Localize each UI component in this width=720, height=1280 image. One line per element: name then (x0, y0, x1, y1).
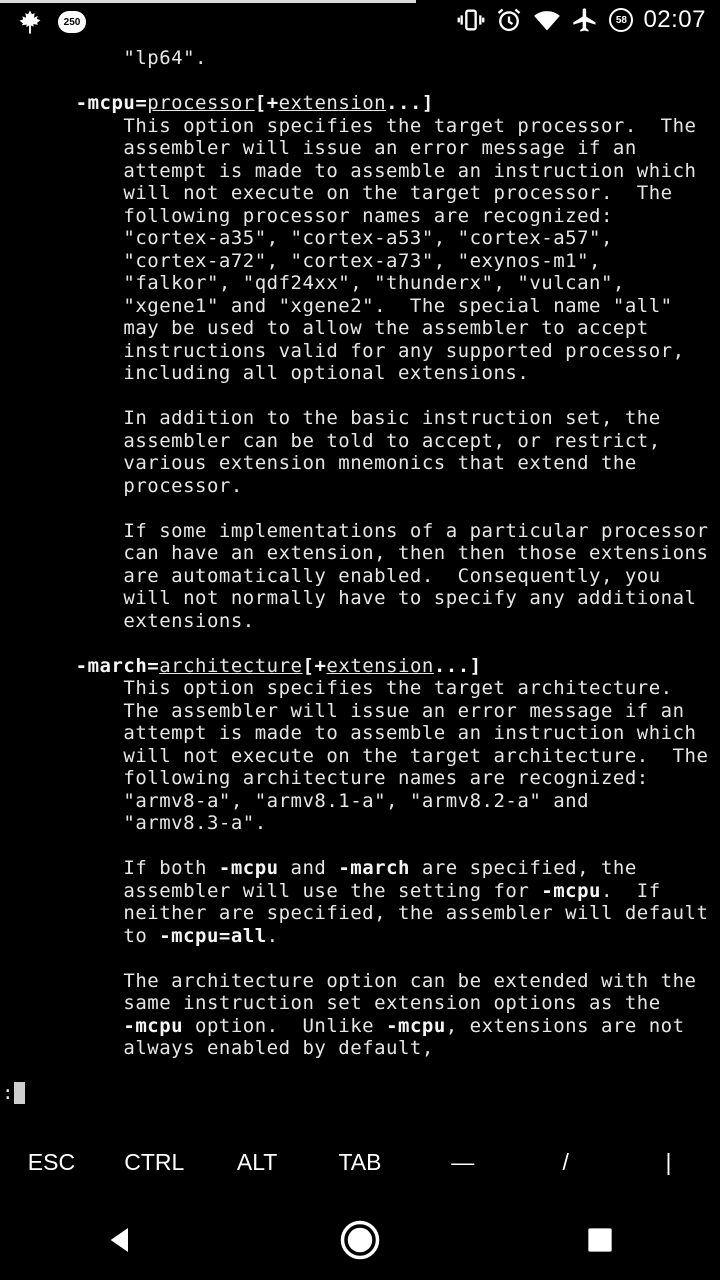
terminal-line (4, 812, 267, 834)
terminal-line (4, 857, 637, 879)
bold-text: -mcpu= (75, 92, 148, 114)
text-segment: may be used to allow the assembler to accept (4, 317, 649, 339)
terminal-line (4, 722, 696, 744)
bold-text: -march= (75, 654, 160, 677)
underlined-text: extension (326, 654, 434, 677)
text-segment: , extensions are not (445, 1014, 685, 1037)
terminal-line (4, 1037, 434, 1059)
terminal-line (4, 902, 708, 924)
wifi-icon (533, 6, 561, 34)
recents-icon (586, 1226, 614, 1254)
battery-icon: 58 (609, 8, 633, 32)
text-segment: This option specifies the target processor. The (4, 114, 697, 137)
terminal-line (4, 1015, 685, 1037)
key-dash[interactable]: — (451, 1148, 475, 1175)
text-segment: always enabled by default, (4, 1037, 434, 1059)
bold-text: ...] (386, 92, 434, 114)
terminal-line (4, 475, 243, 497)
man-page-text (4, 47, 708, 1060)
terminal-line (4, 992, 661, 1014)
extra-keys-row (0, 1130, 720, 1194)
key-tab[interactable]: TAB (338, 1148, 382, 1175)
text-segment: assembler can be told to accept, or restrict, (4, 429, 661, 452)
text-segment: In addition to the basic instruction set, the (4, 407, 661, 429)
terminal-line (4, 970, 696, 992)
terminal-line (4, 677, 673, 699)
terminal-line (4, 250, 601, 272)
home-icon (339, 1219, 381, 1261)
bold-text: + (314, 654, 327, 677)
terminal-line (4, 880, 661, 902)
text-segment: will not execute on the target architecture. The (4, 744, 709, 767)
text-segment: assembler will use the setting for (4, 879, 542, 902)
bold-text: + (266, 92, 279, 114)
terminal-line (4, 767, 649, 789)
status-bar (0, 0, 720, 44)
underlined-text: architecture (159, 654, 303, 677)
bold-text: -mcpu (386, 1014, 446, 1037)
text-segment: option. Unlike (183, 1014, 387, 1037)
maple-leaf-icon (16, 8, 44, 36)
terminal-line (4, 925, 279, 947)
text-segment: . If (600, 879, 661, 902)
underlined-text: extension (278, 92, 387, 114)
terminal-line (4, 745, 708, 767)
text-segment: This option specifies the target architecture. (4, 677, 673, 699)
back-button[interactable] (70, 1200, 170, 1280)
status-left (16, 8, 86, 36)
vibrate-icon (457, 6, 485, 34)
text-segment: processor. (4, 474, 243, 497)
text-segment: "xgene1" and "xgene2". The special name "all" (4, 294, 673, 317)
terminal-line (4, 160, 696, 182)
terminal-line (4, 700, 685, 722)
terminal-line (4, 362, 529, 384)
terminal-line (4, 92, 434, 114)
text-segment: attempt is made to assemble an instruction which (4, 722, 697, 744)
text-segment: "cortex-a35", "cortex-a53", "cortex-a57", (4, 227, 613, 249)
text-segment: will not execute on the target processor. The (4, 182, 673, 204)
terminal-line (4, 227, 613, 249)
text-segment: following architecture names are recognized: (4, 767, 649, 789)
terminal-line (4, 340, 685, 362)
terminal-line (4, 295, 673, 317)
terminal-line (4, 452, 637, 474)
text-segment (4, 92, 76, 114)
text-segment: including all optional extensions. (4, 362, 530, 384)
terminal-line (4, 610, 255, 632)
navigation-bar (0, 1200, 720, 1280)
bold-text: -mcpu (123, 1014, 184, 1037)
notification-badge: 250 (58, 11, 86, 33)
key-esc[interactable]: ESC (27, 1148, 76, 1175)
text-segment: are automatically enabled. Consequently, you (4, 564, 661, 587)
bold-text: -mcpu (218, 857, 279, 879)
terminal-line (4, 205, 613, 227)
pager-prompt[interactable] (2, 1082, 25, 1104)
text-segment: "lp64". (4, 47, 207, 69)
bold-text: [ (254, 92, 267, 114)
underlined-text: processor (147, 92, 255, 114)
bold-text: ...] (433, 654, 482, 677)
terminal-line (4, 47, 207, 69)
terminal-line (4, 520, 708, 542)
terminal-line (4, 407, 661, 429)
text-segment: and (278, 857, 339, 879)
text-segment: "armv8-a", "armv8.1-a", "armv8.2-a" and (4, 789, 590, 812)
clock: 02:07 (643, 6, 706, 33)
bold-text: -march (338, 857, 410, 879)
back-icon (104, 1224, 136, 1256)
text-segment: . (266, 924, 279, 947)
text-segment: same instruction set extension options as the (4, 992, 661, 1014)
text-segment: "falkor", "qdf24xx", "thunderx", "vulcan", (4, 272, 625, 294)
text-segment: assembler will issue an error message if an (4, 137, 637, 159)
text-segment: various extension mnemonics that extend the (4, 452, 637, 474)
text-segment: instructions valid for any supported processor, (4, 339, 685, 362)
bold-text: -mcpu=all (159, 924, 267, 947)
text-segment (4, 1015, 123, 1037)
text-segment (4, 655, 76, 677)
alarm-icon (495, 6, 523, 34)
terminal-line (4, 565, 661, 587)
home-button[interactable] (310, 1200, 410, 1280)
terminal-line (4, 317, 649, 339)
terminal-line (4, 182, 673, 204)
terminal-view[interactable] (0, 44, 720, 1110)
status-right (457, 6, 706, 34)
key-pipe[interactable]: | (665, 1148, 672, 1175)
airplane-mode-icon (571, 6, 599, 34)
text-segment: extensions. (4, 609, 255, 632)
text-segment: If some implementations of a particular processor (4, 519, 709, 542)
text-segment: attempt is made to assemble an instruction which (4, 159, 697, 182)
text-segment: neither are specified, the assembler will default (4, 902, 709, 924)
terminal-line (4, 655, 482, 677)
terminal-line (4, 542, 708, 564)
key-ctrl[interactable]: CTRL (124, 1148, 185, 1175)
key-slash[interactable]: / (562, 1148, 569, 1175)
text-segment: "cortex-a72", "cortex-a73", "exynos-m1", (4, 249, 601, 272)
text-segment: "armv8.3-a". (4, 812, 267, 834)
text-segment: are specified, the (409, 857, 637, 879)
text-segment: The assembler will issue an error message if an (4, 699, 685, 722)
text-segment: to (4, 924, 160, 947)
terminal-line (4, 790, 589, 812)
text-segment: If both (4, 857, 219, 879)
text-segment: The architecture option can be extended with the (4, 969, 697, 992)
terminal-line (4, 272, 625, 294)
text-segment: can have an extension, then then those extensions (4, 542, 709, 564)
recents-button[interactable] (550, 1200, 650, 1280)
key-alt[interactable]: ALT (236, 1148, 278, 1175)
terminal-line (4, 430, 661, 452)
bold-text: [ (302, 654, 315, 677)
progress-strip (0, 0, 416, 3)
text-segment: will not normally have to specify any additional (4, 587, 697, 609)
text-segment: following processor names are recognized: (4, 204, 613, 227)
prompt-colon: : (2, 1082, 14, 1104)
terminal-line (4, 587, 696, 609)
text-cursor (14, 1082, 25, 1104)
terminal-line (4, 137, 637, 159)
bold-text: -mcpu (541, 879, 601, 902)
terminal-line (4, 115, 696, 137)
